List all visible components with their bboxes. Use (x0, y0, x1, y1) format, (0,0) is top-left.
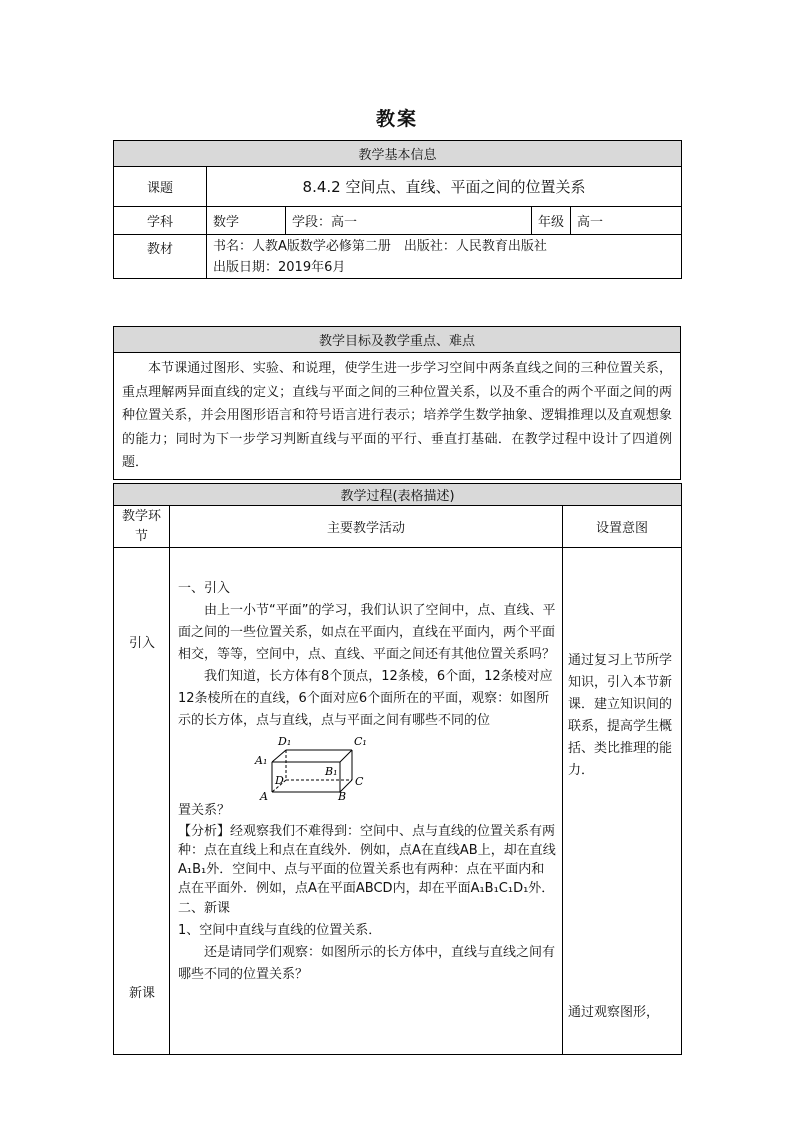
textbook-label: 教材 (114, 235, 207, 279)
vertex-label-d: D (275, 774, 284, 787)
textbook-line-2: 出版日期：2019年6月 (213, 260, 346, 275)
section-new-title: 二、新课 (178, 901, 231, 916)
objectives-table (113, 326, 681, 480)
section-intro-title: 一、引入 (178, 581, 231, 596)
line-line-question: 还是请同学们观察：如图所示的长方体中，直线与直线之间有哪些不同的位置关系？ (178, 945, 556, 982)
vertex-label-b1: B₁ (325, 765, 338, 778)
intent-intro: 通过复习上节所学知识，引入本节新课．建立知识间的联系，提高学生概括、类比推理的能力． (568, 653, 673, 778)
vertex-label-b: B (338, 790, 347, 800)
textbook-line-1: 书名：人教A版数学必修第二册 出版社：人民教育出版社 (213, 239, 547, 254)
cuboid-figure (244, 732, 394, 800)
topic-label: 课题 (114, 167, 207, 207)
objectives-header: 教学目标及教学重点、难点 (114, 327, 681, 353)
col-intent-header: 设置意图 (563, 506, 682, 548)
col-stage-header (114, 506, 170, 548)
grade-value: 高一 (571, 207, 682, 235)
analysis-label: 【分析】 (178, 824, 231, 839)
subject-label: 学科 (114, 207, 207, 235)
intent-new: 通过观察图形， (568, 1005, 660, 1020)
subject-value: 数学 (207, 207, 286, 235)
topic-value: 8.4.2 空间点、直线、平面之间的位置关系 (207, 167, 682, 207)
vertex-label-c1: C₁ (354, 735, 367, 748)
activity-column (170, 548, 563, 1055)
cube-question-end: 置关系？ (178, 803, 231, 818)
col-stage-line-2: 节 (134, 528, 148, 544)
intro-paragraph: 由上一小节“平面”的学习，我们认识了空间中，点、直线、平面之间的一些位置关系，如点在平面内，直线在平面内，两个平面相交，等等，空间中，点、直线、平面之间还有其他位置关系吗？ (178, 603, 556, 662)
vertex-label-a: A (260, 790, 268, 800)
stage-intro: 引入 (128, 636, 155, 651)
basic-info-table (113, 140, 682, 279)
stage-new: 新课 (128, 986, 155, 1001)
vertex-label-d1: D₁ (278, 735, 292, 748)
intent-column (563, 548, 682, 1055)
stage-value: 学段：高一 (286, 207, 532, 235)
analysis-paragraph (178, 822, 556, 898)
stage-column (114, 548, 170, 1055)
subsection-line-line: 1、空间中直线与直线的位置关系． (178, 923, 382, 938)
textbook-info (207, 235, 682, 279)
page-title: 教案 (375, 108, 418, 130)
col-activity-header: 主要教学活动 (170, 506, 563, 548)
vertex-label-a1: A₁ (255, 754, 268, 767)
process-header: 教学过程(表格描述) (114, 484, 682, 506)
process-table (113, 483, 682, 1055)
basic-info-header: 教学基本信息 (114, 141, 682, 167)
cube-question: 我们知道，长方体有8个顶点，12条棱，6个面，12条棱对应12条棱所在的直线，6个面对应6个面所在的平面，观察：如图所示的长方体，点与直线，点与平面之间有哪些不同的位 (178, 669, 553, 728)
analysis-text: 经观察我们不难得到：空间中、点与直线的位置关系有两种：点在直线上和点在直线外．例如，点A在直线AB上，却在直线A₁B₁外．空间中、点与平面的位置关系也有两种：点在平面内和点在平面外．例如，点A在平面ABCD内，却在平面A₁B₁C₁D₁外． (178, 824, 556, 896)
objectives-text: 本节课通过图形、实验、和说理，使学生进一步学习空间中两条直线之间的三种位置关系，重点理解两异面直线的定义；直线与平面之间的三种位置关系，以及不重合的两个平面之间的两种位置关系，并会用图形语言和符号语言进行表示；培养学生数学抽象、逻辑推理以及直观想象的能力；同时为下一步学习判断直线与平面的平行、垂直打基础．在教学过程中设计了四道例题． (114, 353, 681, 480)
vertex-label-c: C (355, 775, 364, 788)
col-stage-line-1: 教学环 (121, 508, 161, 524)
grade-label: 年级 (532, 207, 571, 235)
